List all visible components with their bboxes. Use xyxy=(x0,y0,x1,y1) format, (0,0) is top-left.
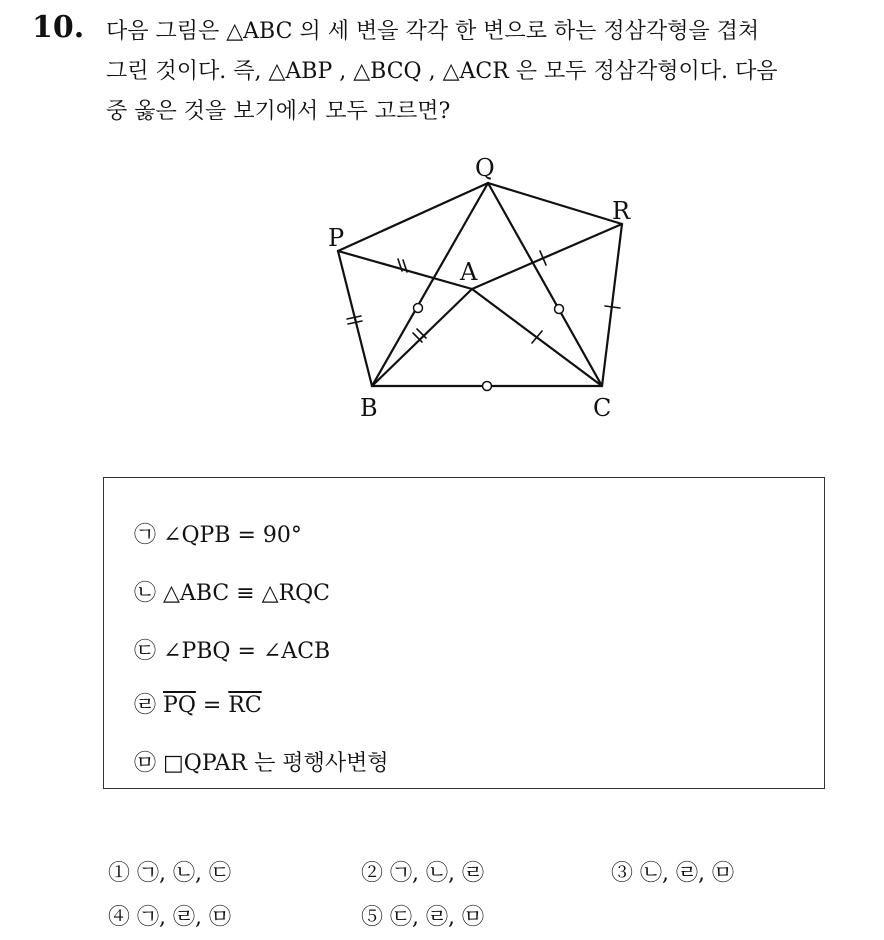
choice-5[interactable] xyxy=(361,900,484,931)
circle-mark-BC xyxy=(483,382,492,391)
segment-AR xyxy=(472,224,622,289)
choice-text: ㉢, ㉣, ㉤ xyxy=(390,905,484,930)
geometry-diagram xyxy=(300,150,660,440)
choice-text: ㉡, ㉣, ㉤ xyxy=(640,861,734,886)
choice-text: ㉠, ㉡, ㉢ xyxy=(137,861,231,886)
choice-3[interactable] xyxy=(611,856,734,887)
stem-line-3: 중 옳은 것을 보기에서 모두 고르면? xyxy=(106,99,451,124)
choice-text: ㉠, ㉣, ㉤ xyxy=(137,905,231,930)
bogi-item-5 xyxy=(134,746,389,777)
bogi-marker: ㉠ xyxy=(134,523,157,548)
bogi-text: △ABC ≡ △RQC xyxy=(163,581,331,606)
label-Q: Q xyxy=(475,154,495,182)
geometry-figure xyxy=(300,150,660,440)
bogi-marker: ㉤ xyxy=(134,751,157,776)
label-A: A xyxy=(460,258,478,286)
segment-PA xyxy=(338,251,472,289)
equals-sign: = xyxy=(195,693,229,718)
bogi-item-2 xyxy=(134,576,330,607)
segment-AB xyxy=(372,289,472,386)
bogi-text: ∠PBQ = ∠ACB xyxy=(163,639,331,664)
bogi-marker: ㉢ xyxy=(134,639,157,664)
choice-number: ④ xyxy=(108,905,131,930)
label-B: B xyxy=(360,394,378,422)
circle-mark-QB xyxy=(414,304,423,313)
label-R: R xyxy=(612,197,631,225)
segment-PB xyxy=(338,251,372,386)
stem-line-1: 다음 그림은 △ABC 의 세 변을 각각 한 변으로 하는 정삼각형을 겹쳐 xyxy=(106,19,760,44)
bogi-text: □QPAR 는 평행사변형 xyxy=(163,751,389,776)
bogi-item-1 xyxy=(134,518,302,549)
circle-mark-QC xyxy=(555,305,564,314)
segment-overline-RC: $\overline{RC}$ xyxy=(228,693,262,718)
bogi-item-3 xyxy=(134,634,330,665)
bogi-marker: ㉣ xyxy=(134,693,157,718)
circle-marks xyxy=(414,304,564,391)
stem-line-2: 그린 것이다. 즉, △ABP , △BCQ , △ACR 은 모두 정삼각형이다. 다음 xyxy=(106,59,778,84)
choice-2[interactable] xyxy=(361,856,484,887)
bogi-text: ∠QPB = 90° xyxy=(163,523,302,548)
choice-4[interactable] xyxy=(108,900,231,931)
label-P: P xyxy=(328,224,345,252)
choice-number: ③ xyxy=(611,861,634,886)
choice-1[interactable] xyxy=(108,856,231,887)
choice-number: ② xyxy=(361,861,384,886)
label-C: C xyxy=(593,394,612,422)
choice-number: ⑤ xyxy=(361,905,384,930)
segment-overline-PQ: $\overline{PQ}$ xyxy=(163,693,196,718)
segment-RC xyxy=(602,224,622,386)
bogi-item-4 xyxy=(134,688,262,719)
choice-number: ① xyxy=(108,861,131,886)
question-stem xyxy=(106,12,866,132)
bogi-box xyxy=(103,477,825,789)
segment-PQ xyxy=(338,183,488,251)
question-number: 10. xyxy=(32,10,85,45)
choice-text: ㉠, ㉡, ㉣ xyxy=(390,861,484,886)
bogi-marker: ㉡ xyxy=(134,581,157,606)
